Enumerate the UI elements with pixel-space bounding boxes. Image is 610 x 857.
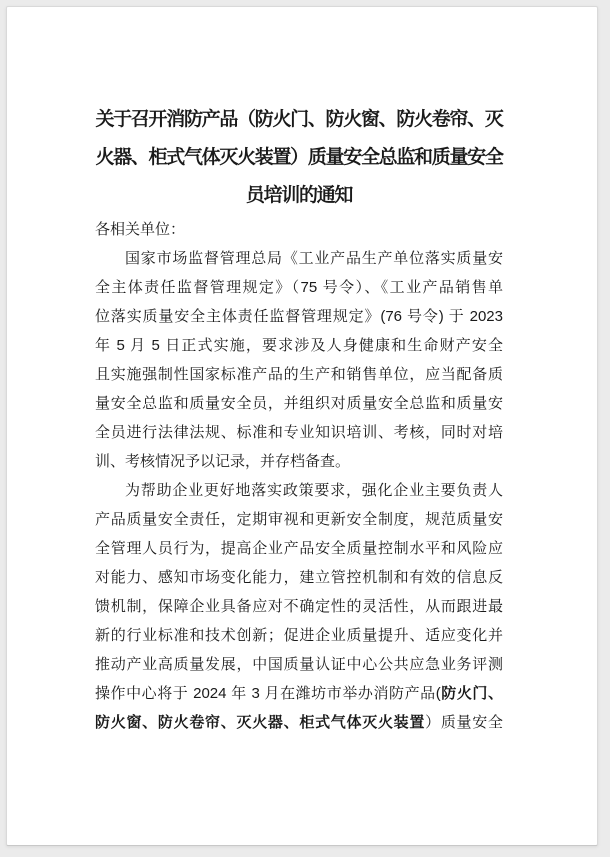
text-line — [95, 505, 503, 534]
text-segment: 年 5 月 5 日正式实施，要求涉及人身健康和生命财产安全 — [95, 337, 503, 354]
text-line — [95, 360, 503, 389]
notice-page — [6, 6, 598, 846]
text-segment: ）质量安全 — [425, 714, 503, 731]
text-line — [95, 621, 503, 650]
text-segment: 产品质量安全责任，定期审视和更新安全制度，规范质量安 — [95, 511, 503, 528]
notice-body — [95, 215, 503, 737]
text-segment: 位落实质量安全主体责任监督管理规定》(76 号令) 于 2023 — [95, 308, 503, 325]
text-segment: 且实施强制性国家标准产品的生产和销售单位，应当配备质 — [95, 366, 503, 383]
text-segment: 为帮助企业更好地落实政策要求，强化企业主要负责人 — [125, 482, 503, 499]
text-line — [95, 650, 503, 679]
text-line — [95, 331, 503, 360]
text-segment: 新的行业标准和技术创新；促进企业质量提升、适应变化并 — [95, 627, 503, 644]
text-line — [95, 273, 503, 302]
text-line — [95, 302, 503, 331]
text-line — [95, 389, 503, 418]
text-segment: 国家市场监督管理总局《工业产品生产单位落实质量安 — [125, 250, 503, 267]
text-line — [95, 563, 503, 592]
text-line — [95, 447, 503, 476]
text-segment: 操作中心将于 2024 年 3 月在潍坊市举办消防产品( — [95, 685, 441, 702]
text-segment: 馈机制，保障企业具备应对不确定性的灵活性，从而跟进最 — [95, 598, 503, 615]
text-segment: 训、考核情况予以记录，并存档备查。 — [95, 453, 351, 470]
bold-text-segment: 防火窗、防火卷帘、灭火器、柜式气体灭火装置 — [95, 714, 426, 731]
text-segment: 全主体责任监督管理规定》（75 号令）、《工业产品销售单 — [95, 279, 503, 296]
bold-text-segment: 防火门、 — [440, 685, 503, 702]
text-line — [95, 592, 503, 621]
text-line — [95, 679, 503, 708]
notice-title — [95, 101, 503, 215]
text-line — [95, 418, 503, 447]
text-line — [95, 534, 503, 563]
text-line — [95, 476, 503, 505]
title-line: 火器、柜式气体灭火装置）质量安全总监和质量安全 — [95, 147, 503, 168]
text-segment: 量安全总监和质量安全员，并组织对质量安全总监和质量安 — [95, 395, 503, 412]
text-segment: 推动产业高质量发展，中国质量认证中心公共应急业务评测 — [95, 656, 503, 673]
text-segment: 全员进行法律法规、标准和专业知识培训、考核，同时对培 — [95, 424, 503, 441]
text-segment: 全管理人员行为，提高企业产品安全质量控制水平和风险应 — [95, 540, 503, 557]
title-line: 员培训的通知 — [245, 185, 353, 206]
text-line — [95, 244, 503, 273]
text-segment: 对能力、感知市场变化能力，建立管控机制和有效的信息反 — [95, 569, 503, 586]
text-line — [95, 708, 503, 737]
salutation-line: 各相关单位： — [95, 221, 186, 238]
title-line: 关于召开消防产品（防火门、防火窗、防火卷帘、灭 — [95, 109, 503, 130]
